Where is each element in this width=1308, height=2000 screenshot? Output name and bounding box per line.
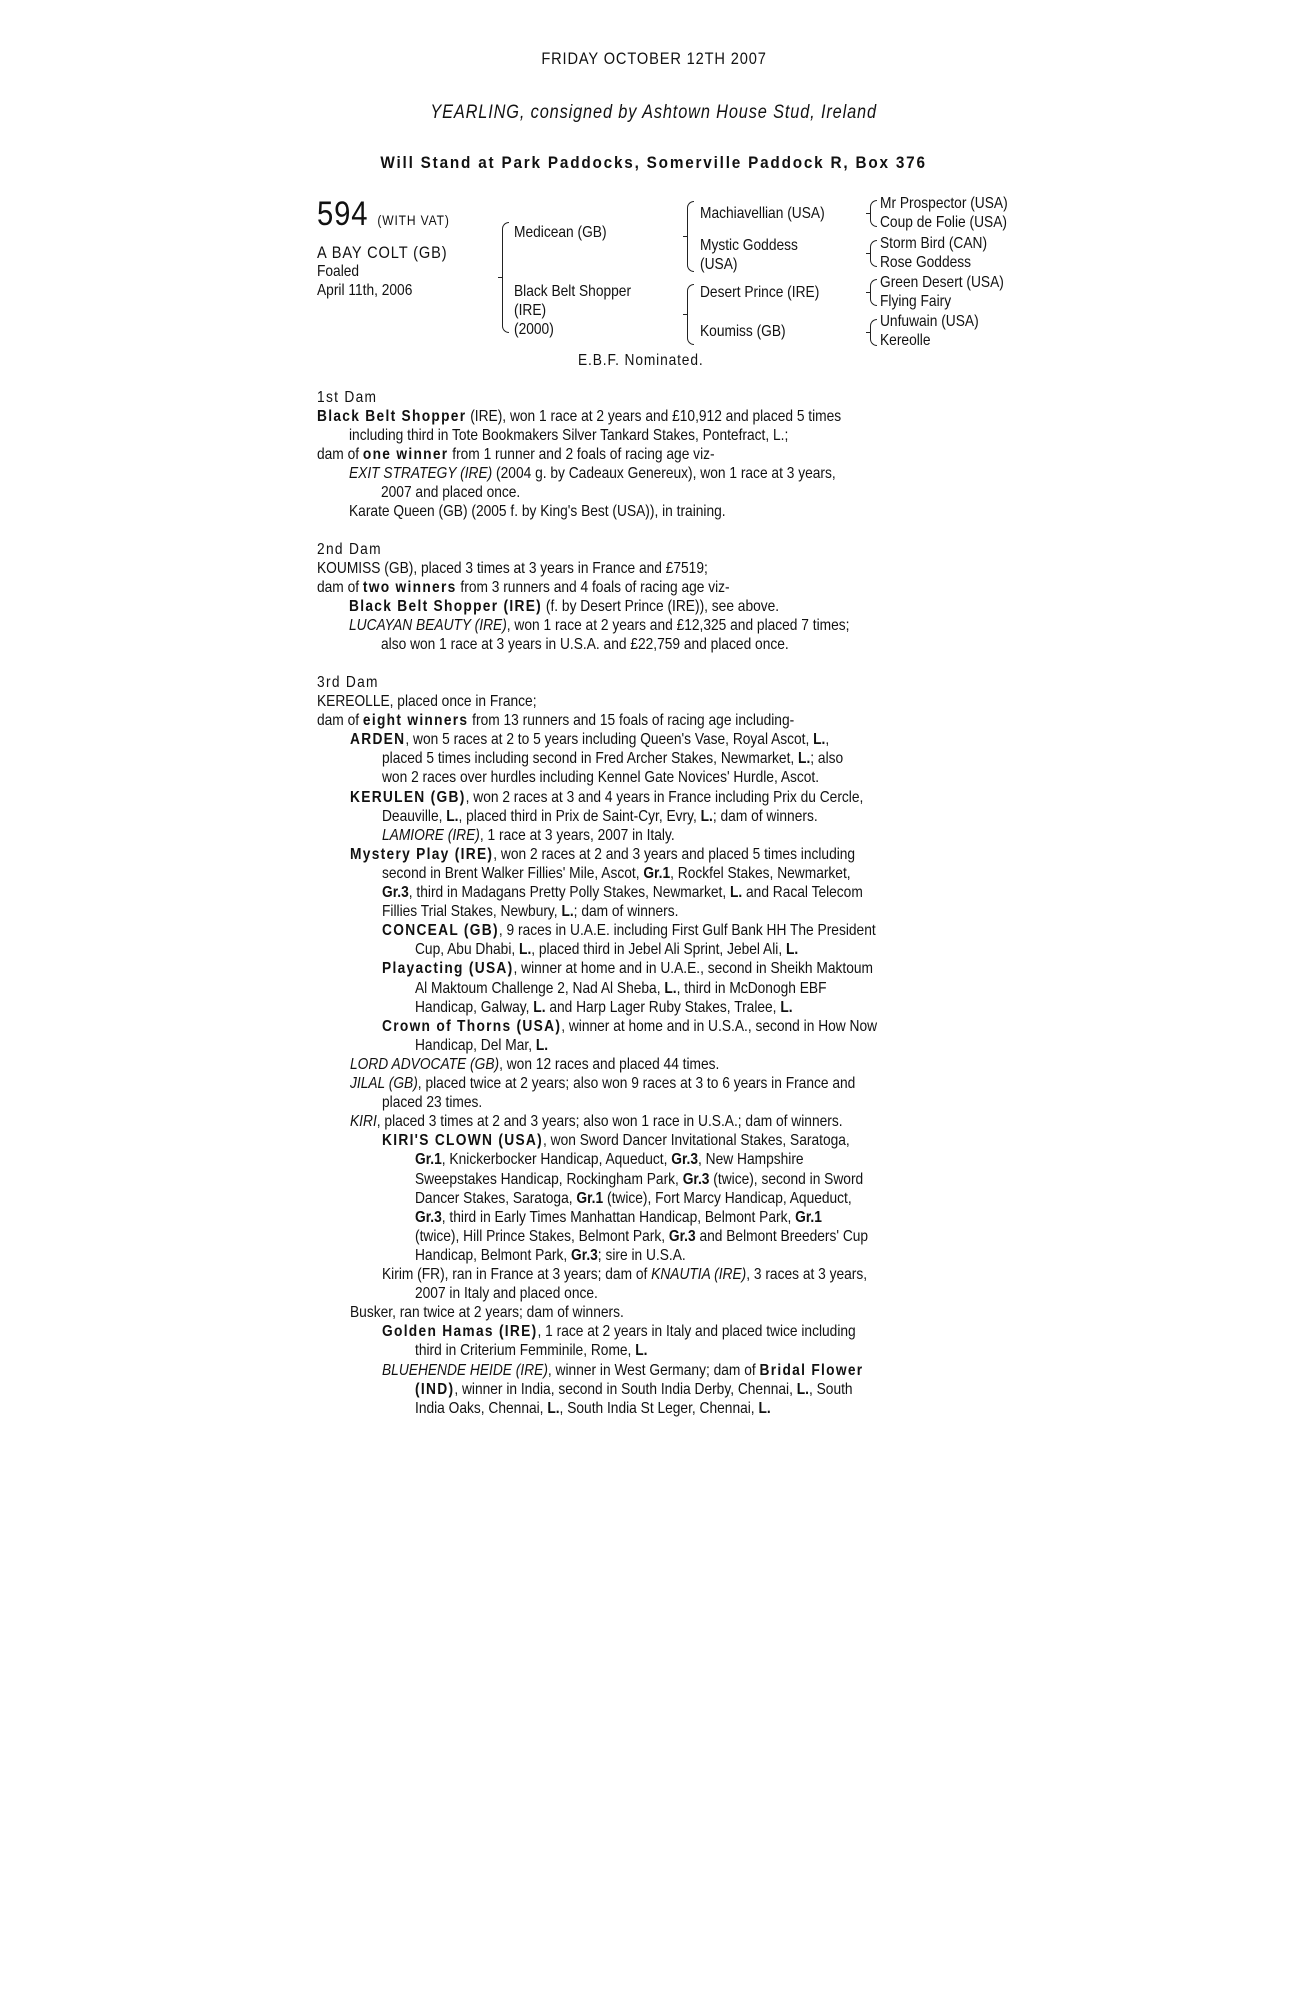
foaled-label: Foaled — [317, 263, 360, 280]
dam3-line: Cup, Abu Dhabi, L., placed third in Jebel Ali Sprint, Jebel Ali, L. — [414, 941, 798, 959]
foaled-date: April 11th, 2006 — [317, 282, 413, 299]
dam3-line: Playacting (USA), winner at home and in U.A.E., second in Sheikh Maktoum — [382, 960, 873, 978]
dam3-line: Gr.3, third in Madagans Pretty Polly Stakes, Newmarket, L. and Racal Telecom — [382, 884, 863, 901]
dam3-line: Gr.1, Knickerbocker Handicap, Aqueduct, Gr.3, New Hampshire — [414, 1151, 804, 1169]
pedigree-dam-country: (IRE) — [514, 302, 547, 319]
dam1-line: EXIT STRATEGY (IRE) (2004 g. by Cadeaux Genereux), won 1 race at 3 years, — [349, 465, 836, 482]
pedigree-sd-name: Mystic Goddess — [700, 237, 798, 254]
dam3-line: (IND), winner in India, second in South India Derby, Chennai, L., South — [414, 1380, 853, 1398]
dam2-line: Black Belt Shopper (IRE) (f. by Desert Prince (IRE)), see above. — [349, 598, 780, 615]
pedigree-ss: Machiavellian (USA) — [700, 205, 825, 222]
dam3-line: Handicap, Galway, L. and Harp Lager Ruby Stakes, Tralee, L. — [414, 998, 793, 1016]
pedigree-sss: Mr Prospector (USA) — [880, 195, 1008, 212]
pedigree-brace-gen1 — [498, 222, 508, 332]
dam3-line: Mystery Play (IRE), won 2 races at 2 and 3 years and placed 5 times including — [349, 845, 855, 863]
pedigree-brace-dd — [866, 319, 876, 345]
pedigree-brace-sd — [866, 240, 876, 266]
pedigree-sire: Medicean (GB) — [514, 224, 607, 241]
dam3-line: LAMIORE (IRE), 1 race at 3 years, 2007 in Italy. — [382, 826, 675, 844]
dam1-heading: 1st Dam — [317, 389, 378, 406]
dam1-line: including third in Tote Bookmakers Silver Tankard Stakes, Pontefract, L.; — [349, 427, 789, 444]
dam3-line: placed 5 times including second in Fred Archer Stakes, Newmarket, L.; also — [382, 750, 844, 768]
dam3-line: Crown of Thorns (USA), winner at home and in U.S.A., second in How Now — [382, 1017, 878, 1035]
dam3-line: Handicap, Del Mar, L. — [414, 1036, 548, 1054]
pedigree-sds: Storm Bird (CAN) — [880, 235, 988, 252]
dam1-line: Karate Queen (GB) (2005 f. by King's Best (USA)), in training. — [349, 503, 726, 520]
pedigree-brace-dam — [683, 284, 693, 344]
dam2-line: also won 1 race at 3 years in U.S.A. and £22,759 and placed once. — [381, 636, 789, 653]
dam3-heading: 3rd Dam — [317, 674, 379, 691]
pedigree-ds: Desert Prince (IRE) — [700, 284, 820, 301]
stand-location: Will Stand at Park Paddocks, Somerville Paddock R, Box 376 — [380, 153, 928, 172]
dam3-line: second in Brent Walker Fillies' Mile, Ascot, Gr.1, Rockfel Stakes, Newmarket, — [382, 864, 851, 882]
dam3-line: 2007 in Italy and placed once. — [414, 1285, 598, 1303]
lot-description: A BAY COLT (GB) — [317, 243, 448, 262]
pedigree-sdd: Rose Goddess — [880, 254, 972, 271]
dam3-line: LORD ADVOCATE (GB), won 12 races and placed 44 times. — [349, 1055, 719, 1073]
pedigree-ssd: Coup de Folie (USA) — [880, 214, 1007, 231]
sale-date: FRIDAY OCTOBER 12TH 2007 — [541, 49, 767, 68]
pedigree-brace-ss — [866, 200, 876, 226]
dam3-line: Sweepstakes Handicap, Rockingham Park, Gr.3 (twice), second in Sword — [414, 1170, 863, 1188]
dam3-line: (twice), Hill Prince Stakes, Belmont Park, Gr.3 and Belmont Breeders' Cup — [414, 1227, 868, 1245]
dam3-line: India Oaks, Chennai, L., South India St Leger, Chennai, L. — [414, 1399, 771, 1417]
dam2-line: LUCAYAN BEAUTY (IRE), won 1 race at 2 years and £12,325 and placed 7 times; — [349, 617, 850, 634]
dam1-line: Black Belt Shopper (IRE), won 1 race at 2 years and £10,912 and placed 5 times — [317, 408, 842, 425]
pedigree-dam-year: (2000) — [514, 321, 554, 338]
dam3-line: KEREOLLE, placed once in France; — [317, 693, 537, 710]
lot-number-row — [317, 196, 450, 232]
dam3-line: Golden Hamas (IRE), 1 race at 2 years in Italy and placed twice including — [382, 1323, 856, 1341]
dam3-line: KIRI'S CLOWN (USA), won Sword Dancer Invitational Stakes, Saratoga, — [382, 1132, 850, 1150]
pedigree-ddd: Kereolle — [880, 332, 931, 349]
dam1-line: dam of one winner from 1 runner and 2 foals of racing age viz- — [317, 446, 715, 463]
pedigree-sd-country: (USA) — [700, 256, 738, 273]
dam3-line: Al Maktoum Challenge 2, Nad Al Sheba, L., third in McDonogh EBF — [414, 979, 826, 997]
dam3-line: JILAL (GB), placed twice at 2 years; also won 9 races at 3 to 6 years in France and — [349, 1075, 855, 1092]
pedigree-brace-sire — [683, 201, 693, 271]
dam3-line: Gr.3, third in Early Times Manhattan Handicap, Belmont Park, Gr.1 — [414, 1208, 822, 1226]
dam3-line: KIRI, placed 3 times at 2 and 3 years; also won 1 race in U.S.A.; dam of winners. — [349, 1113, 843, 1131]
dam3-line: ARDEN, won 5 races at 2 to 5 years including Queen's Vase, Royal Ascot, L., — [349, 731, 829, 749]
pedigree-dds: Unfuwain (USA) — [880, 313, 979, 330]
dam2-line: dam of two winners from 3 runners and 4 foals of racing age viz- — [317, 579, 730, 596]
vat-note: (WITH VAT) — [377, 212, 450, 228]
dam3-line: Deauville, L., placed third in Prix de Saint-Cyr, Evry, L.; dam of winners. — [382, 807, 818, 825]
dam3-line: Kirim (FR), ran in France at 3 years; dam of KNAUTIA (IRE), 3 races at 3 years, — [382, 1266, 868, 1283]
ebf-nomination: E.B.F. Nominated. — [578, 352, 704, 369]
pedigree-dss: Green Desert (USA) — [880, 274, 1004, 291]
dam3-line: third in Criterium Femminile, Rome, L. — [414, 1342, 647, 1360]
dam2-line: KOUMISS (GB), placed 3 times at 3 years in France and £7519; — [317, 560, 708, 577]
dam3-line: Handicap, Belmont Park, Gr.3; sire in U.S.A. — [414, 1246, 686, 1264]
dam3-line: placed 23 times. — [382, 1094, 483, 1112]
dam3-line: Fillies Trial Stakes, Newbury, L.; dam of winners. — [382, 903, 679, 921]
dam3-line: Dancer Stakes, Saratoga, Gr.1 (twice), Fort Marcy Handicap, Aqueduct, — [414, 1189, 852, 1207]
dam1-line: 2007 and placed once. — [381, 484, 521, 501]
pedigree-dam-name: Black Belt Shopper — [514, 283, 632, 300]
dam3-line: won 2 races over hurdles including Kennel Gate Novices' Hurdle, Ascot. — [382, 769, 820, 787]
dam3-line: dam of eight winners from 13 runners and 15 foals of racing age including- — [317, 712, 795, 730]
dam3-line: BLUEHENDE HEIDE (IRE), winner in West Germany; dam of Bridal Flower — [382, 1361, 864, 1379]
lot-number: 594 — [317, 195, 369, 233]
pedigree-brace-ds — [866, 279, 876, 305]
pedigree-dd: Koumiss (GB) — [700, 323, 786, 340]
consignment-line: YEARLING, consigned by Ashtown House Stud, Ireland — [430, 102, 878, 123]
pedigree-dsd: Flying Fairy — [880, 293, 952, 310]
dam3-line: KERULEN (GB), won 2 races at 3 and 4 years in France including Prix du Cercle, — [349, 788, 863, 806]
dam2-heading: 2nd Dam — [317, 541, 382, 558]
dam3-line: Busker, ran twice at 2 years; dam of winners. — [349, 1304, 624, 1322]
dam3-line: CONCEAL (GB), 9 races in U.A.E. including First Gulf Bank HH The President — [382, 922, 876, 940]
